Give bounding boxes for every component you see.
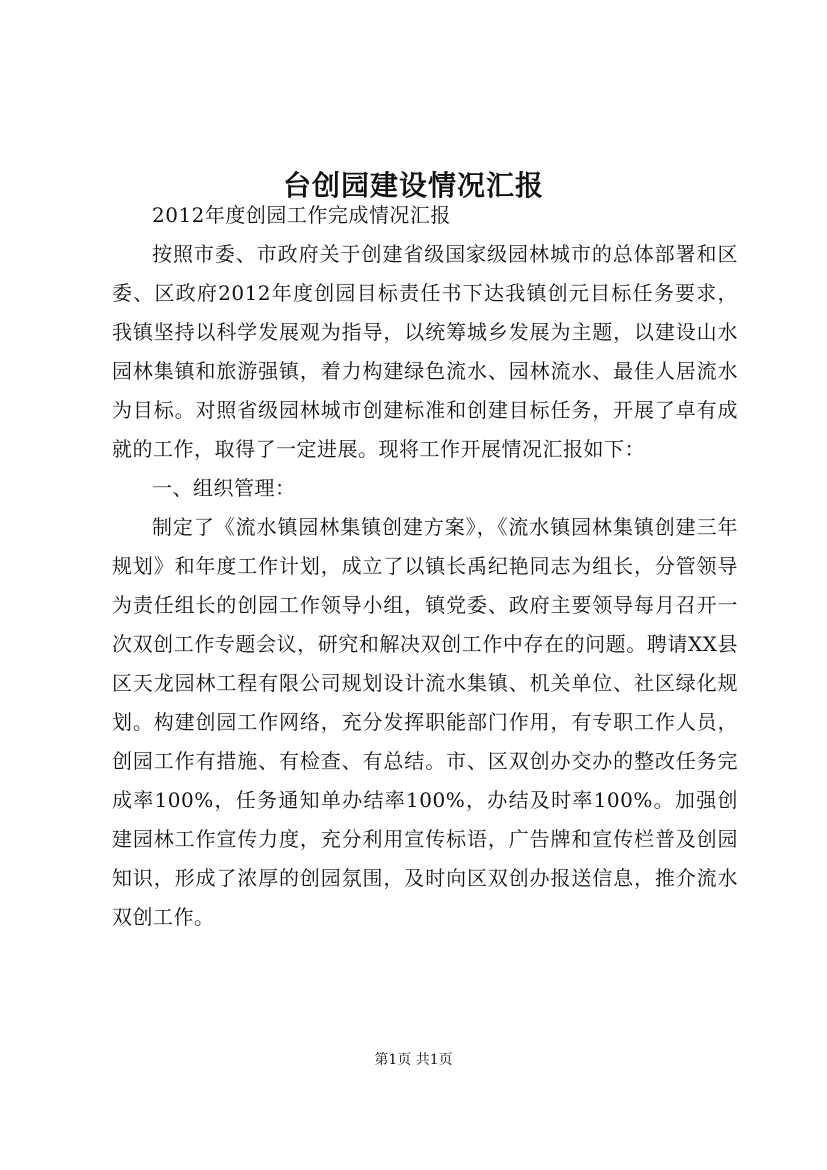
- paragraph-intro: 按照市委、市政府关于创建省级国家级园林城市的总体部署和区委、区政府2012年度创园目标责任书下达我镇创元目标任务要求，我镇坚持以科学发展观为指导，以统筹城乡发展为主题，以建设山水园林集镇和旅游强镇，着力构建绿色流水、园林流水、最佳人居流水为目标。对照省级园林城市创建标准和创建目标任务，开展了卓有成就的工作，取得了一定进展。现将工作开展情况汇报如下：: [112, 242, 738, 461]
- document-body: [112, 196, 738, 937]
- paragraph-subtitle: 2012年度创园工作完成情况汇报: [152, 203, 451, 227]
- document-title: 台创园建设情况汇报: [282, 168, 544, 202]
- section-heading-organization: 一、组织管理：: [152, 476, 296, 500]
- page-footer: 第1页 共1页: [374, 1052, 453, 1068]
- paragraph-organization: 制定了《流水镇园林集镇创建方案》，《流水镇园林集镇创建三年规划》和年度工作计划，成立了以镇长禹纪艳同志为组长，分管领导为责任组长的创园工作领导小组，镇党委、政府主要领导每月召开一次双创工作专题会议，研究和解决双创工作中存在的问题。聘请XX县区天龙园林工程有限公司规划设计流水集镇、机关单位、社区绿化规划。构建创园工作网络，充分发挥职能部门作用，有专职工作人员，创园工作有措施、有检查、有总结。市、区双创办交办的整改任务完成率100%，任务通知单办结率100%，办结及时率100%。加强创建园林工作宣传力度，充分利用宣传标语，广告牌和宣传栏普及创园知识，形成了浓厚的创园氛围，及时向区双创办报送信息，推介流水双创工作。: [112, 515, 738, 929]
